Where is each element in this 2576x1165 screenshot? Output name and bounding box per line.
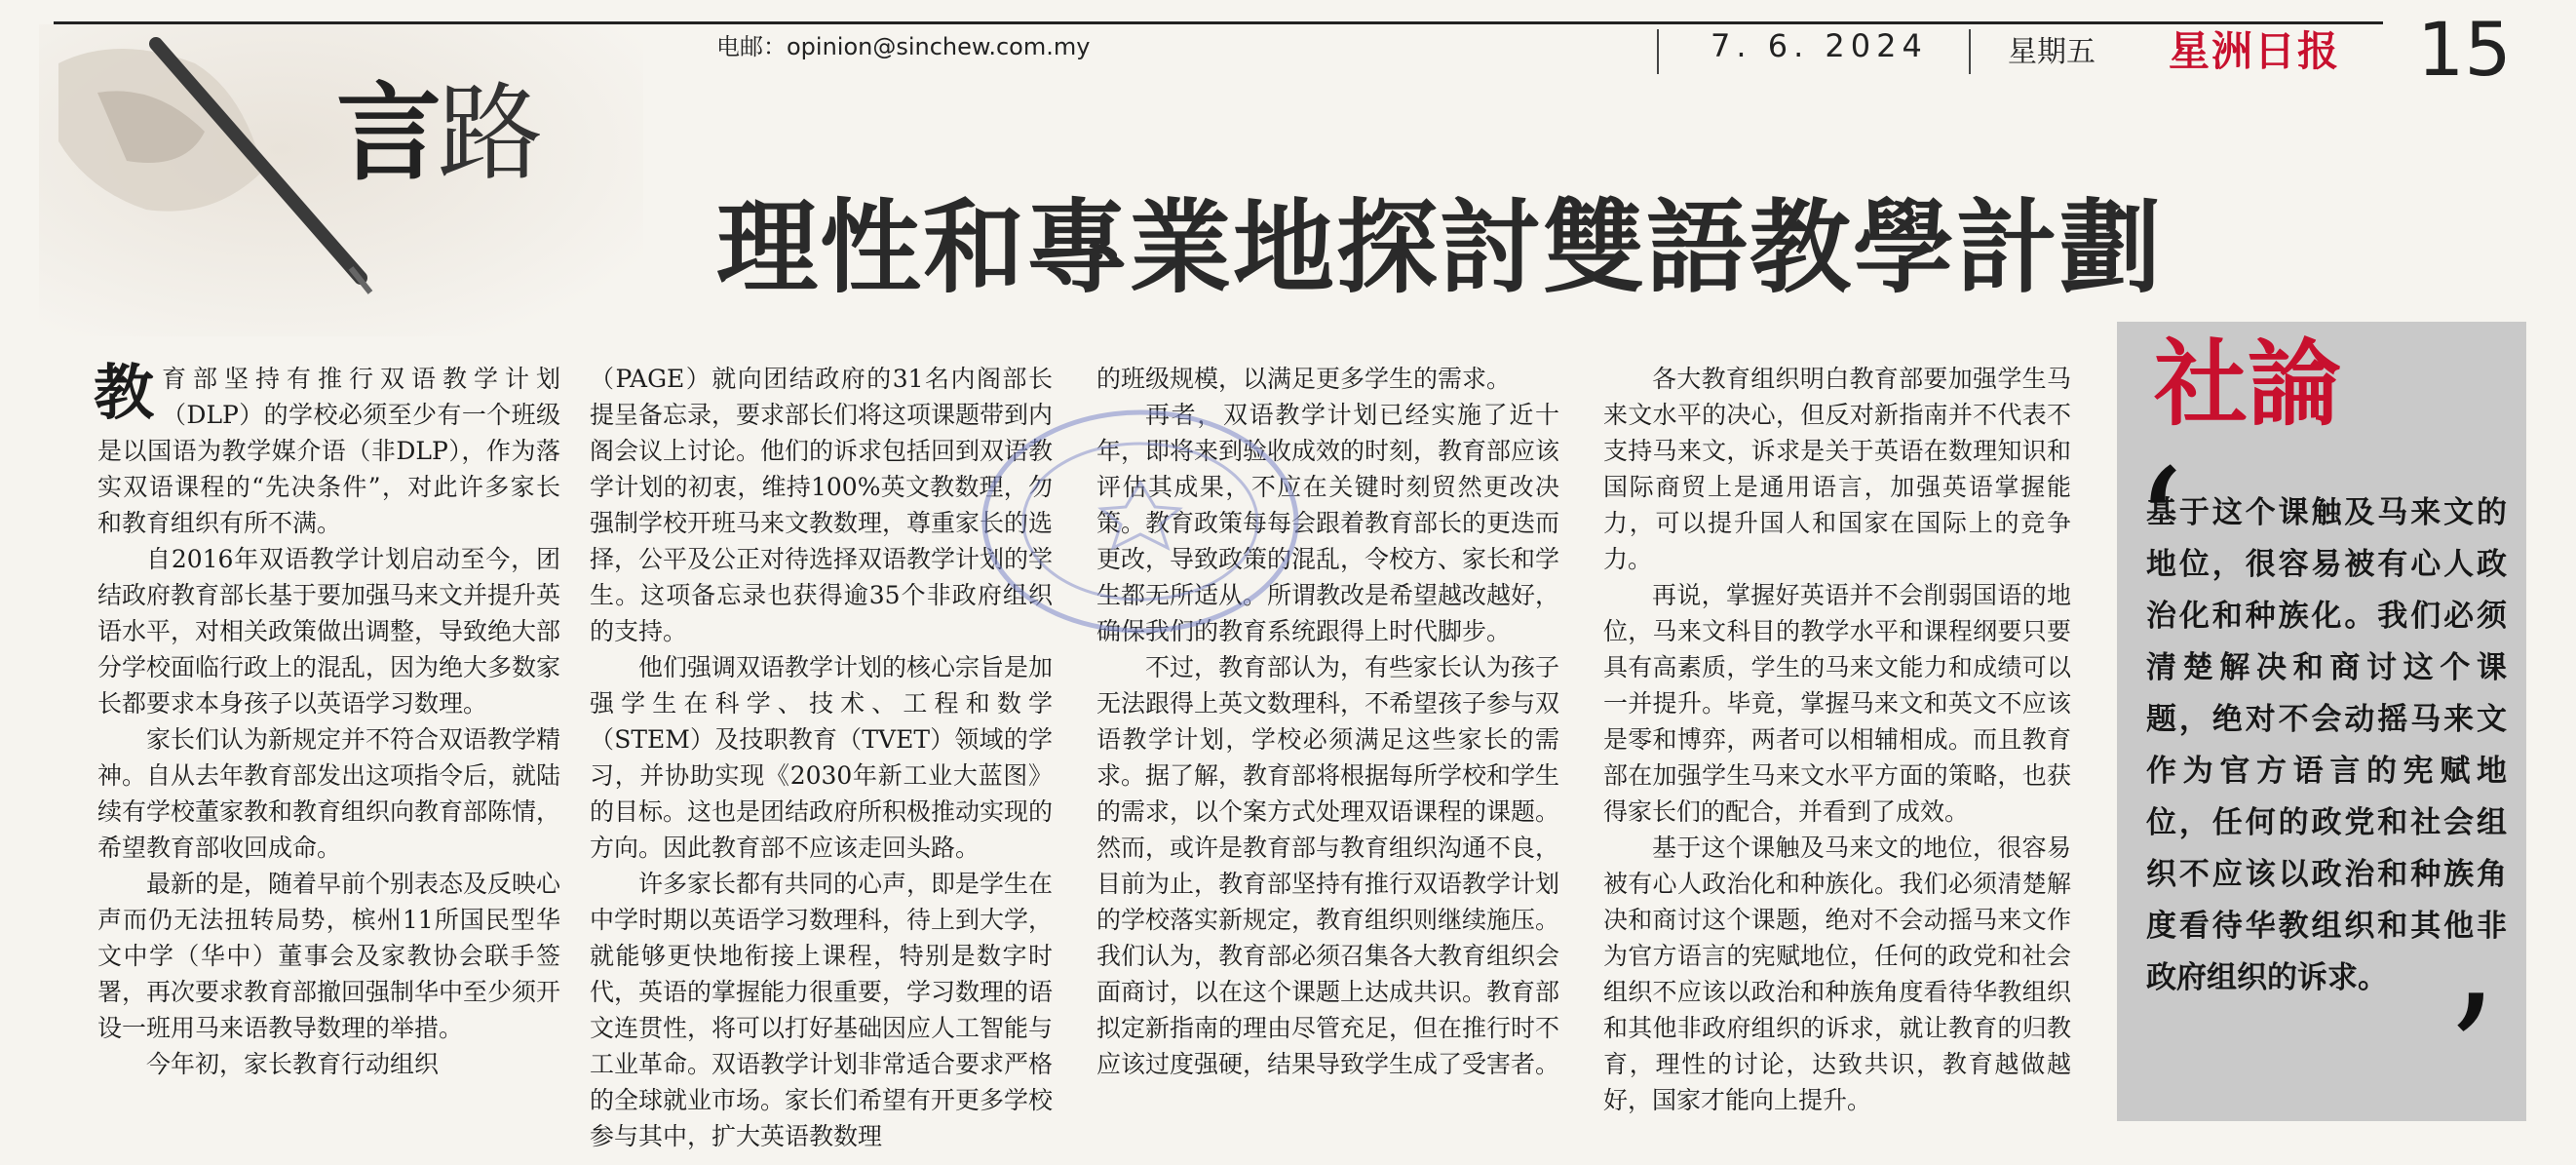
close-quote-icon: ’ bbox=[2446, 961, 2496, 1144]
paragraph: 各大教育组织明白教育部要加强学生马来文水平的决心，但反对新指南并不代表不支持马来文，诉求是关于英语在数理知识和国际商贸上是通用语言，加强英语掌握能力，可以提升国人和国家在国际上的竞争力。 bbox=[1603, 365, 2071, 573]
section-label-light: 路 bbox=[438, 73, 540, 195]
paragraph: 再者，双语教学计划已经实施了近十年，即将来到验收成效的时刻，教育部应该评估其成果，不应在关键时刻贸然更改决策。教育政策每每会跟着教育部长的更迭而更改，导致政策的混乱，令校方、家长和学生都无所适从。所谓教改是希望越改越好，确保我们的教育系统跟得上时代脚步。 bbox=[1096, 401, 1560, 645]
issue-date: 7. 6. 2024 bbox=[1711, 27, 1928, 64]
paragraph: 再说，掌握好英语并不会削弱国语的地位，马来文科目的教学水平和课程纲要只要具有高素质，学生的马来文能力和成绩可以一并提升。毕竟，掌握马来文和英文不应该是零和博弈，两者可以相辅相成。而且教育部在加强学生马来文水平方面的策略，也获得家长们的配合，并看到了成效。 bbox=[1603, 581, 2071, 826]
paragraph: 的班级规模，以满足更多学生的需求。 bbox=[1096, 365, 1512, 393]
paragraph bbox=[94, 357, 560, 541]
paragraph: 今年初，家长教育行动组织 bbox=[146, 1050, 440, 1078]
editorial-quote: 基于这个课触及马来文的地位，很容易被有心人政治化和种族化。我们必须清楚解决和商讨这个课题，绝对不会动摇马来文作为官方语言的宪赋地位，任何的政党和社会组织不应该以政治和种族角度看待华教组织和其他非政府组织的诉求。 bbox=[2146, 495, 2507, 995]
library-stamp bbox=[975, 400, 1306, 643]
paragraph: 基于这个课触及马来文的地位，很容易被有心人政治化和种族化。我们必须清楚解决和商讨这个课题，绝对不会动摇马来文作为官方语言的宪赋地位，任何的政党和社会组织不应该以政治和种族角度看待华教组织和其他非政府组织的诉求，就让教育的归教育，理性的讨论，达致共识，教育越做越好，国家才能向上提升。 bbox=[1603, 834, 2071, 1114]
masthead-logo: 星洲日报 bbox=[2169, 27, 2341, 75]
contact-email: 电邮：opinion@sinchew.com.my bbox=[716, 33, 1091, 60]
header-divider bbox=[1657, 29, 1659, 74]
paragraph: 许多家长都有共同的心声，即是学生在中学时期以英语学习数理科，待上到大学，就能够更快地衔接上课程，特别是数字时代，英语的掌握能力很重要，学习数理的语文连贯性，将可以打好基础因应人工智能与工业革命。双语教学计划非常适合要求严格的全球就业市场。家长们希望有开更多学校参与其中，扩大英语教数理 bbox=[590, 870, 1054, 1150]
paragraph: 他们强调双语教学计划的核心宗旨是加强学生在科学、技术、工程和数学（STEM）及技职教育（TVET）领域的学习，并协助实现《2030年新工业大蓝图》的目标。这也是团结政府所积极推动实现的方向。因此教育部不应该走回头路。 bbox=[590, 653, 1054, 862]
open-quote-icon: ‘ bbox=[2134, 435, 2184, 617]
paragraph: 家长们认为新规定并不符合双语教学精神。自从去年教育部发出这项指令后，就陆续有学校董家教和教育组织向教育部陈情，希望教育部收回成命。 bbox=[97, 725, 561, 862]
paragraph: 自2016年双语教学计划启动至今，团结政府教育部长基于要加强马来文并提升英语水平，对相关政策做出调整，导致绝大部分学校面临行政上的混乱，因为绝大多数家长都要求本身孩子以英语学习数理。 bbox=[97, 545, 561, 718]
section-label-bold: 言 bbox=[336, 73, 439, 195]
section-label bbox=[336, 49, 539, 200]
paragraph: 不过，教育部认为，有些家长认为孩子无法跟得上英文数理科，不希望孩子参与双语教学计划，学校必须满足这些家长的需求。据了解，教育部将根据每所学校和学生的需求，以个案方式处理双语课程的课题。然而，或许是教育部与教育组织沟通不良，目前为止，教育部坚持有推行双语教学计划的学校落实新规定，教育组织则继续施压。我们认为，教育部必须召集各大教育组织会面商讨，以在这个课题上达成共识。教育部拟定新指南的理由尽管充足，但在推行时不应该过度强硬，结果导致学生成了受害者。 bbox=[1096, 653, 1560, 1078]
article-column-1 bbox=[94, 357, 561, 1082]
article-column-4 bbox=[1603, 361, 2071, 1118]
paragraph-text: 育部坚持有推行双语教学计划（DLP）的学校必须至少有一个班级是以国语为教学媒介语（非DLP），作为落实双语课程的“先决条件”，对此许多家长和教育组织有所不满。 bbox=[97, 365, 560, 537]
drop-cap: 教 bbox=[94, 357, 155, 428]
editorial-label: 社論 bbox=[2154, 329, 2341, 439]
paragraph: （PAGE）就向团结政府的31名内阁部长提呈备忘录，要求部长们将这项课题带到内阁会议上讨论。他们的诉求包括回到双语教学计划的初衷，维持100%英文教数理，勿强制学校开班马来文教数理，尊重家长的选择，公平及公正对待选择双语教学计划的学生。这项备忘录也获得逾35个非政府组织的支持。 bbox=[590, 365, 1054, 645]
issue-weekday: 星期五 bbox=[2008, 35, 2095, 69]
page-number: 15 bbox=[2417, 6, 2512, 93]
header-divider bbox=[1969, 29, 1971, 74]
paragraph: 最新的是，随着早前个别表态及反映心声而仍无法扭转局势，槟州11所国民型华文中学（华中）董事会及家教协会联手签署，再次要求教育部撤回强制华中至少须开设一班用马来语教导数理的举措。 bbox=[97, 870, 561, 1042]
article-headline: 理性和專業地探討雙語教學計劃 bbox=[716, 187, 2164, 307]
